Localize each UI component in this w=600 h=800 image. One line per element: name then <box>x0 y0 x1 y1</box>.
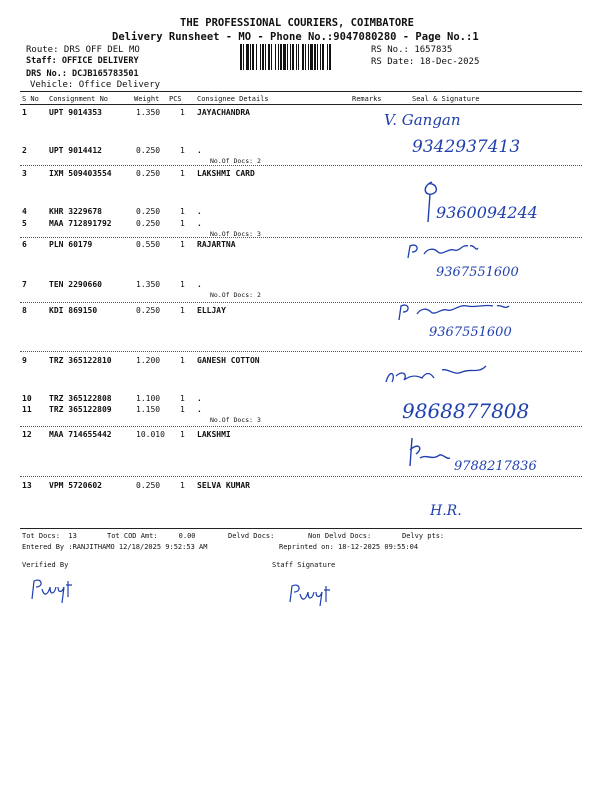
barcode-bar <box>317 44 318 70</box>
row-consignee: . <box>197 146 202 155</box>
row-pcs: 1 <box>180 280 185 289</box>
barcode-bar <box>262 44 264 70</box>
row-pcs: 1 <box>180 394 185 403</box>
row-consignment: IXM 509403554 <box>49 169 112 178</box>
barcode-bar <box>298 44 299 70</box>
barcode-bar <box>320 44 321 70</box>
barcode-bar <box>280 44 282 70</box>
signature-row-13 <box>428 495 488 529</box>
tot-docs: Tot Docs: 13 <box>22 532 77 540</box>
row-divider <box>20 165 582 166</box>
sig1-phone-text: 9342937413 <box>412 137 521 157</box>
sig6-phone-text: 9367551600 <box>436 265 519 280</box>
row-consignee: LAKSHMI CARD <box>197 169 255 178</box>
row-consignment: KHR 3229678 <box>49 207 102 216</box>
header-rule-bottom <box>20 104 582 105</box>
signature-row-9 <box>382 360 502 394</box>
col-sno: S No <box>22 95 39 103</box>
signature-row-8 <box>395 300 565 354</box>
signature-row-1 <box>382 110 572 164</box>
row-weight: 0.250 <box>136 169 161 178</box>
row-weight: 10.010 <box>136 430 165 439</box>
barcode-bar <box>271 44 272 70</box>
row-weight: 1.350 <box>136 280 161 289</box>
row-weight: 0.250 <box>136 481 161 490</box>
row-weight: 0.250 <box>136 219 161 228</box>
delvd-docs: Delvd Docs: <box>228 532 275 540</box>
rs-date: RS Date: 18-Dec-2025 <box>371 57 480 67</box>
barcode-bar <box>314 44 316 70</box>
row-consignment: TEN 2290660 <box>49 280 102 289</box>
row-sno: 5 <box>22 219 27 228</box>
row-consignee: JAYACHANDRA <box>197 108 250 117</box>
signature-row-12 <box>404 432 584 482</box>
barcode-bar <box>302 44 304 70</box>
row-consignee: . <box>197 405 202 414</box>
row-pcs: 1 <box>180 169 185 178</box>
row-docs-count: No.Of Docs: 3 <box>210 230 261 238</box>
row-sno: 9 <box>22 356 27 365</box>
sig3-phone-text: 9360094244 <box>436 203 538 222</box>
row-weight: 1.200 <box>136 356 161 365</box>
verified-by-label: Verified By <box>22 561 69 569</box>
header-rule-top <box>20 91 582 92</box>
row-sno: 6 <box>22 240 27 249</box>
row-weight: 0.250 <box>136 207 161 216</box>
row-consignment: KDI 869150 <box>49 306 98 315</box>
row-consignee: . <box>197 394 202 403</box>
barcode-bar <box>310 44 313 70</box>
row-pcs: 1 <box>180 356 185 365</box>
row-weight: 0.250 <box>136 306 161 315</box>
row-sno: 2 <box>22 146 27 155</box>
row-pcs: 1 <box>180 306 185 315</box>
row-pcs: 1 <box>180 146 185 155</box>
row-consignment: TRZ 365122809 <box>49 405 112 414</box>
row-docs-count: No.Of Docs: 2 <box>210 157 261 165</box>
barcode-bar <box>308 44 309 70</box>
barcode-bar <box>287 44 288 70</box>
row-consignment: TRZ 365122808 <box>49 394 112 403</box>
row-docs-count: No.Of Docs: 2 <box>210 291 261 299</box>
reprinted-on: Reprinted on: 18-12-2025 09:55:04 <box>279 543 419 551</box>
row-consignment: UPT 9014353 <box>49 108 102 117</box>
company-name: THE PROFESSIONAL COURIERS, COIMBATORE <box>180 17 414 29</box>
col-seal: Seal & Signature <box>412 95 480 103</box>
barcode-bar <box>329 44 331 70</box>
col-weight: Weight <box>134 95 160 103</box>
row-consignment: TRZ 365122810 <box>49 356 112 365</box>
barcode-bar <box>268 44 270 70</box>
vehicle-label: Vehicle: Office Delivery <box>30 80 161 90</box>
drs-number: DRS No.: DCJB165783501 <box>26 69 139 79</box>
row-sno: 7 <box>22 280 27 289</box>
row-pcs: 1 <box>180 108 185 117</box>
staff-signature-mark <box>286 580 336 614</box>
barcode-bar <box>252 44 254 70</box>
row-sno: 12 <box>22 430 32 439</box>
barcode-bar <box>290 44 291 70</box>
barcode-bar <box>296 44 297 70</box>
barcode-bar <box>322 44 324 70</box>
row-divider <box>20 237 582 238</box>
sig13-text: H.R. <box>430 503 462 519</box>
tot-cod-amt: Tot COD Amt: 0.00 <box>107 532 196 540</box>
row-pcs: 1 <box>180 405 185 414</box>
row-sno: 8 <box>22 306 27 315</box>
sig10-phone-text: 9868877808 <box>402 399 530 423</box>
barcode-bar <box>246 44 249 70</box>
verified-by-signature <box>28 575 78 609</box>
row-consignee: SELVA KUMAR <box>197 481 250 490</box>
col-consignment: Consignment No <box>49 95 109 103</box>
row-consignment: VPM 5720602 <box>49 481 102 490</box>
row-consignment: PLN 60179 <box>49 240 93 249</box>
barcode-bar <box>265 44 266 70</box>
row-sno: 13 <box>22 481 32 490</box>
rs-number: RS No.: 1657835 <box>371 45 453 55</box>
sig8-phone-text: 9367551600 <box>429 325 512 340</box>
barcode-bar <box>240 44 242 70</box>
col-pcs: PCS <box>169 95 182 103</box>
barcode-bar <box>327 44 328 70</box>
delvy-pts: Delvy pts: <box>402 532 445 540</box>
row-pcs: 1 <box>180 219 185 228</box>
barcode-bar <box>283 44 286 70</box>
col-remarks: Remarks <box>352 95 382 103</box>
barcode-bar <box>278 44 279 70</box>
row-sno: 1 <box>22 108 27 117</box>
row-weight: 1.100 <box>136 394 161 403</box>
row-weight: 0.550 <box>136 240 161 249</box>
barcode-bar <box>260 44 261 70</box>
row-consignment: UPT 9014412 <box>49 146 102 155</box>
row-consignment: MAA 714655442 <box>49 430 112 439</box>
staff-label: Staff: OFFICE DELIVERY <box>26 56 139 66</box>
row-consignee: GANESH COTTON <box>197 356 260 365</box>
signature-row-3 <box>418 180 578 234</box>
row-sno: 3 <box>22 169 27 178</box>
row-weight: 1.150 <box>136 405 161 414</box>
row-consignee: RAJARTNA <box>197 240 236 249</box>
row-sno: 10 <box>22 394 32 403</box>
row-pcs: 1 <box>180 481 185 490</box>
route-label: Route: DRS OFF DEL MO <box>26 45 140 55</box>
col-consignee: Consignee Details <box>197 95 269 103</box>
barcode-bar <box>275 44 276 70</box>
runsheet-title: Delivery Runsheet - MO - Phone No.:9047080280 - Page No.:1 <box>112 31 479 43</box>
row-consignee: . <box>197 219 202 228</box>
sig1-name-text: V. Gangan <box>384 111 461 129</box>
row-pcs: 1 <box>180 430 185 439</box>
signature-row-10 <box>400 392 570 430</box>
row-consignee: ELLJAY <box>197 306 226 315</box>
barcode-bar <box>243 44 244 70</box>
barcode-bar <box>256 44 257 70</box>
row-sno: 4 <box>22 207 27 216</box>
row-consignee: . <box>197 280 202 289</box>
row-weight: 0.250 <box>136 146 161 155</box>
barcode <box>240 44 368 70</box>
row-sno: 11 <box>22 405 32 414</box>
barcode-bar <box>292 44 294 70</box>
row-pcs: 1 <box>180 240 185 249</box>
totals-rule <box>20 528 582 529</box>
row-weight: 1.350 <box>136 108 161 117</box>
row-docs-count: No.Of Docs: 3 <box>210 416 261 424</box>
barcode-bar <box>305 44 306 70</box>
staff-signature-label: Staff Signature <box>272 561 336 569</box>
row-pcs: 1 <box>180 207 185 216</box>
row-consignee: LAKSHMI <box>197 430 231 439</box>
signature-row-6 <box>404 240 544 294</box>
row-consignee: . <box>197 207 202 216</box>
non-delvd-docs: Non Delvd Docs: <box>308 532 372 540</box>
entered-by: Entered By :RANJITHAMO 12/18/2025 9:52:53 AM <box>22 543 208 551</box>
barcode-bar <box>250 44 251 70</box>
sig12-phone-text: 9788217836 <box>454 459 537 474</box>
row-consignment: MAA 712891792 <box>49 219 112 228</box>
